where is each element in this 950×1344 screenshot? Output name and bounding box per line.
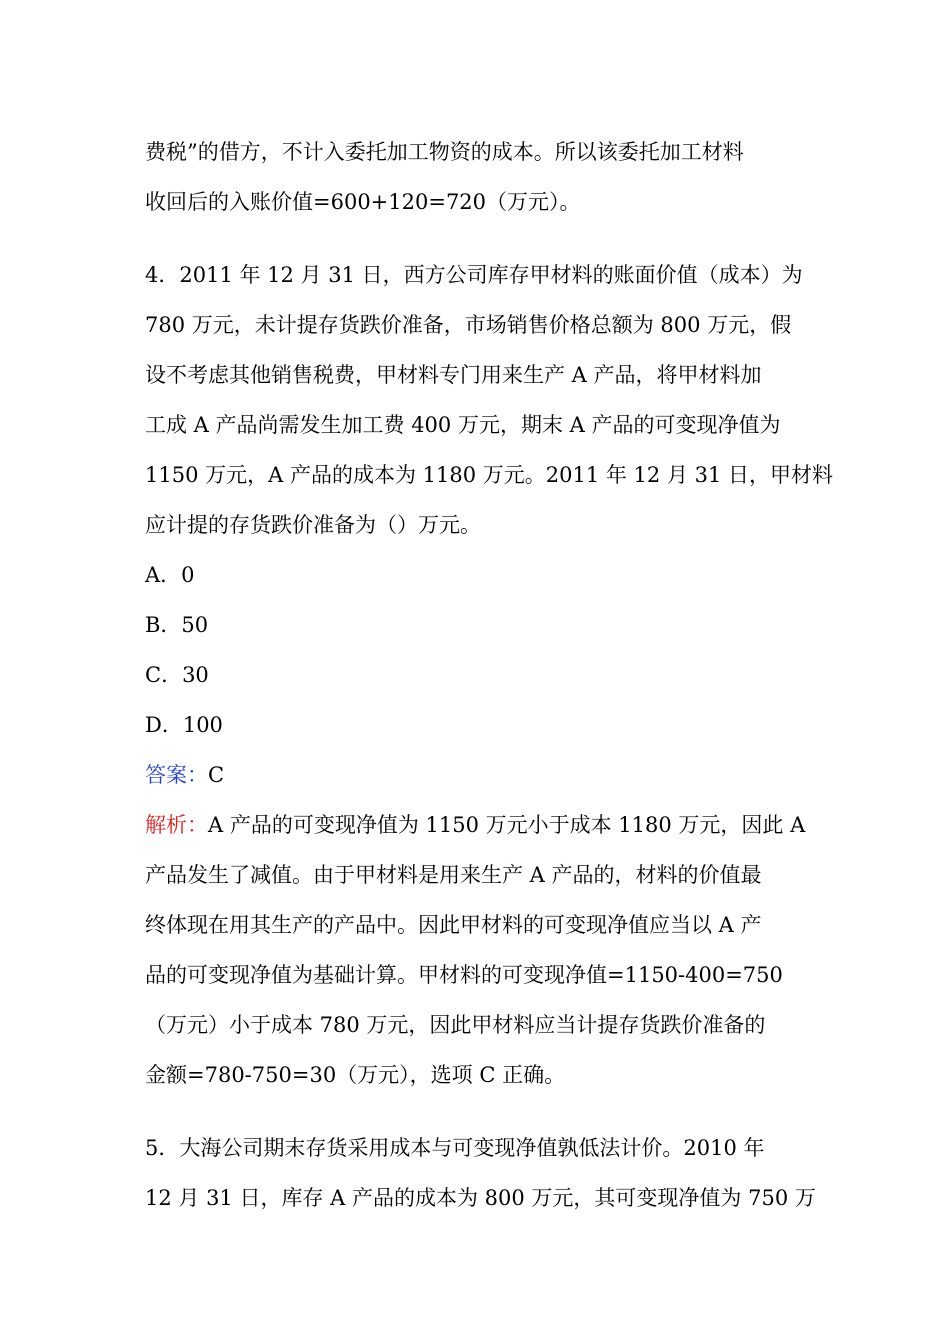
analysis-text: A 产品的可变现净值为 1150 万元小于成本 1180 万元，因此 A: [208, 813, 806, 837]
paragraph-gap: [145, 227, 810, 250]
question-stem-line: 5．大海公司期末存货采用成本与可变现净值孰低法计价。2010 年: [145, 1136, 765, 1160]
answer-label: 答案：: [145, 763, 208, 787]
option-d: D．100: [145, 713, 223, 737]
paragraph-gap: [145, 1100, 810, 1123]
question-stem-line: 780 万元，未计提存货跌价准备，市场销售价格总额为 800 万元，假: [145, 313, 792, 337]
answer-line: [145, 750, 810, 800]
analysis-text-line: 终体现在用其生产的产品中。因此甲材料的可变现净值应当以 A 产: [145, 913, 762, 937]
answer-value: C: [208, 763, 225, 787]
question-stem-line: 1150 万元，A 产品的成本为 1180 万元。2011 年 12 月 31 日，甲材料: [145, 463, 834, 487]
text-line: 收回后的入账价值=600+120=720（万元）。: [145, 190, 581, 214]
text-line: 费税”的借方，不计入委托加工物资的成本。所以该委托加工材料: [145, 140, 744, 164]
analysis-label: 解析：: [145, 813, 208, 837]
question-stem-line: 12 月 31 日，库存 A 产品的成本为 800 万元，其可变现净值为 750 万: [145, 1186, 816, 1210]
question-5: [145, 1123, 816, 1223]
analysis-text-line: （万元）小于成本 780 万元，因此甲材料应当计提存货跌价准备的: [145, 1013, 766, 1037]
previous-explanation: [145, 127, 810, 227]
analysis-line: [145, 800, 810, 850]
analysis-text-line: 金额=780-750=30（万元），选项 C 正确。: [145, 1063, 566, 1087]
question-stem-line: 设不考虑其他销售税费，甲材料专门用来生产 A 产品，将甲材料加: [145, 363, 762, 387]
option-b: B．50: [145, 613, 209, 637]
question-stem-line: 工成 A 产品尚需发生加工费 400 万元，期末 A 产品的可变现净值为: [145, 413, 781, 437]
analysis-text-line: 品的可变现净值为基础计算。甲材料的可变现净值=1150-400=750: [145, 963, 783, 987]
question-4: [145, 250, 834, 1100]
question-stem-line: 4．2011 年 12 月 31 日，西方公司库存甲材料的账面价值（成本）为: [145, 263, 803, 287]
question-stem-line: 应计提的存货跌价准备为（）万元。: [145, 513, 481, 537]
option-c: C．30: [145, 663, 209, 687]
document-page: [145, 127, 834, 1223]
analysis-text-line: 产品发生了减值。由于甲材料是用来生产 A 产品的，材料的价值最: [145, 863, 762, 887]
option-a: A．0: [145, 563, 195, 587]
